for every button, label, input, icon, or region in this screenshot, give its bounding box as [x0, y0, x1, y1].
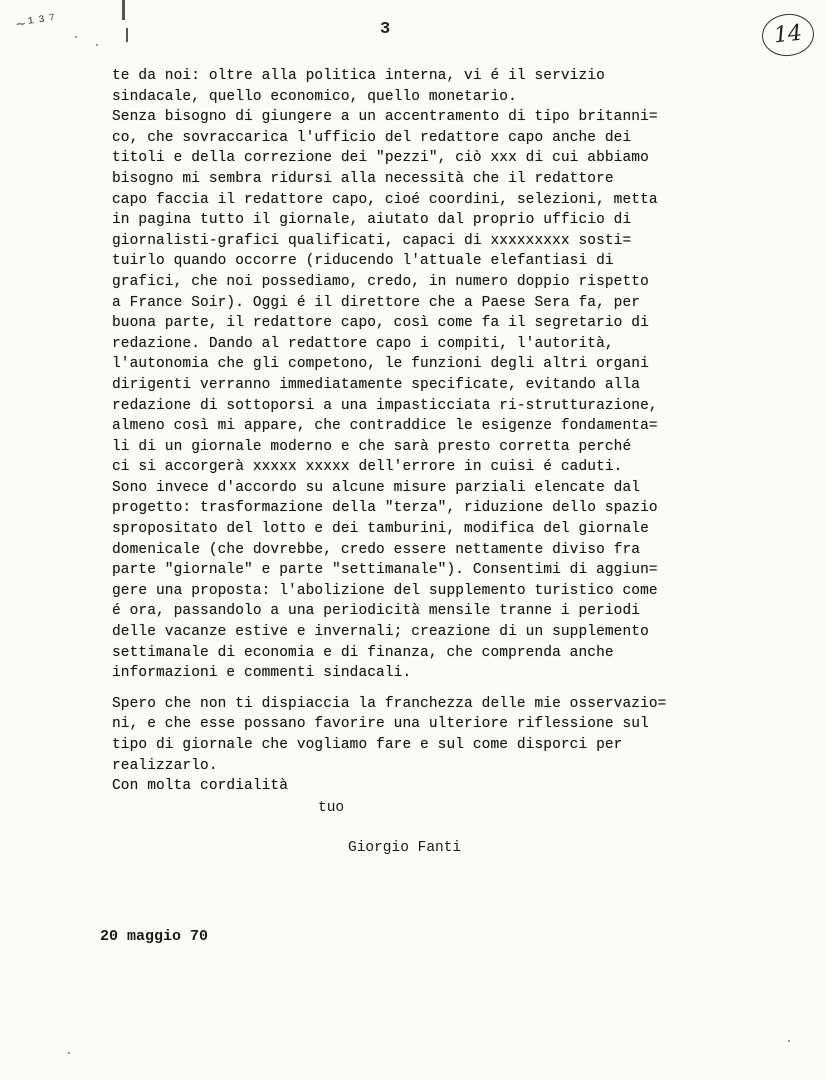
- text-line: redazione. Dando al redattore capo i compiti, l'autorità,: [112, 335, 614, 352]
- binding-mark: [122, 0, 125, 20]
- text-line: ci si accorgerà xxxxx xxxxx dell'errore in cuisi é caduti.: [112, 459, 623, 476]
- text-line: tuirlo quando occorre (riducendo l'attuale elefantiasi di: [112, 253, 614, 270]
- text-line: domenicale (che dovrebbe, credo essere nettamente diviso fra: [112, 541, 641, 558]
- text-line: Sono invece d'accordo su alcune misure parziali elencate dal: [112, 479, 641, 496]
- text-line: li di un giornale moderno e che sarà presto corretta perché: [112, 438, 632, 455]
- speck: [788, 1040, 790, 1042]
- text-line: giornalisti-grafici qualificati, capaci di xxxxxxxxx sosti=: [112, 232, 632, 249]
- text-line: titoli e della correzione dei "pezzi", ciò xxx di cui abbiamo: [112, 150, 649, 167]
- text-line: realizzarlo.: [112, 757, 218, 774]
- text-line: redazione di sottoporsi a una impasticciata ri-strutturazione,: [112, 397, 658, 414]
- text-line: settimanale di economia e di finanza, che comprenda anche: [112, 644, 614, 661]
- text-line: ni, e che esse possano favorire una ulteriore riflessione sul: [112, 716, 649, 733]
- text-line: gere una proposta: l'abolizione del supplemento turistico come: [112, 582, 658, 599]
- text-line: Con molta cordialità: [112, 778, 289, 795]
- text-line: delle vacanze estive e invernali; creazione di un supplemento: [112, 624, 649, 641]
- text-line: in pagina tutto il giornale, aiutato dal proprio ufficio di: [112, 212, 632, 229]
- text-line: bisogno mi sembra ridursi alla necessità che il redattore: [112, 170, 614, 187]
- text-line: Spero che non ti dispiaccia la franchezza delle mie osservazio=: [112, 695, 667, 712]
- text-line: progetto: trasformazione della "terza", riduzione dello spazio: [112, 500, 658, 517]
- text-line: parte "giornale" e parte "settimanale"). Consentimi di aggiun=: [112, 562, 658, 579]
- letter-body: [112, 66, 762, 797]
- closing-word: tuo: [318, 800, 345, 816]
- paragraph-1: [112, 66, 762, 684]
- text-line: buona parte, il redattore capo, così come fa il segretario di: [112, 315, 649, 332]
- text-line: te da noi: oltre alla politica interna, vi é il servizio: [112, 68, 605, 84]
- text-line: almeno così mi appare, che contraddice le esigenze fondamenta=: [112, 418, 658, 435]
- corner-scribble: ~¹³⁷: [14, 11, 60, 35]
- text-line: spropositato del lotto e dei tamburini, modifica del giornale: [112, 521, 649, 538]
- folio-number-circled: 14: [760, 11, 816, 58]
- text-line: dirigenti verranno immediatamente specificate, evitando alla: [112, 376, 641, 393]
- speck: [75, 36, 77, 38]
- text-line: capo faccia il redattore capo, cioé coordini, selezioni, metta: [112, 191, 658, 208]
- page-number: 3: [380, 20, 391, 39]
- binding-mark: [126, 28, 128, 42]
- text-line: tipo di giornale che vogliamo fare e sul come disporci per: [112, 737, 623, 753]
- signature: Giorgio Fanti: [348, 840, 462, 856]
- text-line: a France Soir). Oggi é il direttore che a Paese Sera fa, per: [112, 294, 641, 311]
- paragraph-gap: [112, 684, 762, 694]
- text-line: sindacale, quello economico, quello monetario.: [112, 88, 517, 105]
- text-line: grafici, che noi possediamo, credo, in numero doppio rispetto: [112, 273, 649, 290]
- text-line: Senza bisogno di giungere a un accentramento di tipo britanni=: [112, 109, 658, 126]
- speck: [68, 1052, 70, 1054]
- text-line: informazioni e commenti sindacali.: [112, 665, 412, 682]
- speck: [96, 44, 98, 46]
- text-line: é ora, passandolo a una periodicità mensile tranne i periodi: [112, 603, 641, 620]
- letter-date: 20 maggio 70: [100, 928, 209, 945]
- text-line: co, che sovraccarica l'ufficio del redattore capo anche dei: [112, 129, 632, 146]
- text-line: l'autonomia che gli competono, le funzioni degli altri organi: [112, 356, 649, 373]
- paragraph-2: [112, 694, 762, 797]
